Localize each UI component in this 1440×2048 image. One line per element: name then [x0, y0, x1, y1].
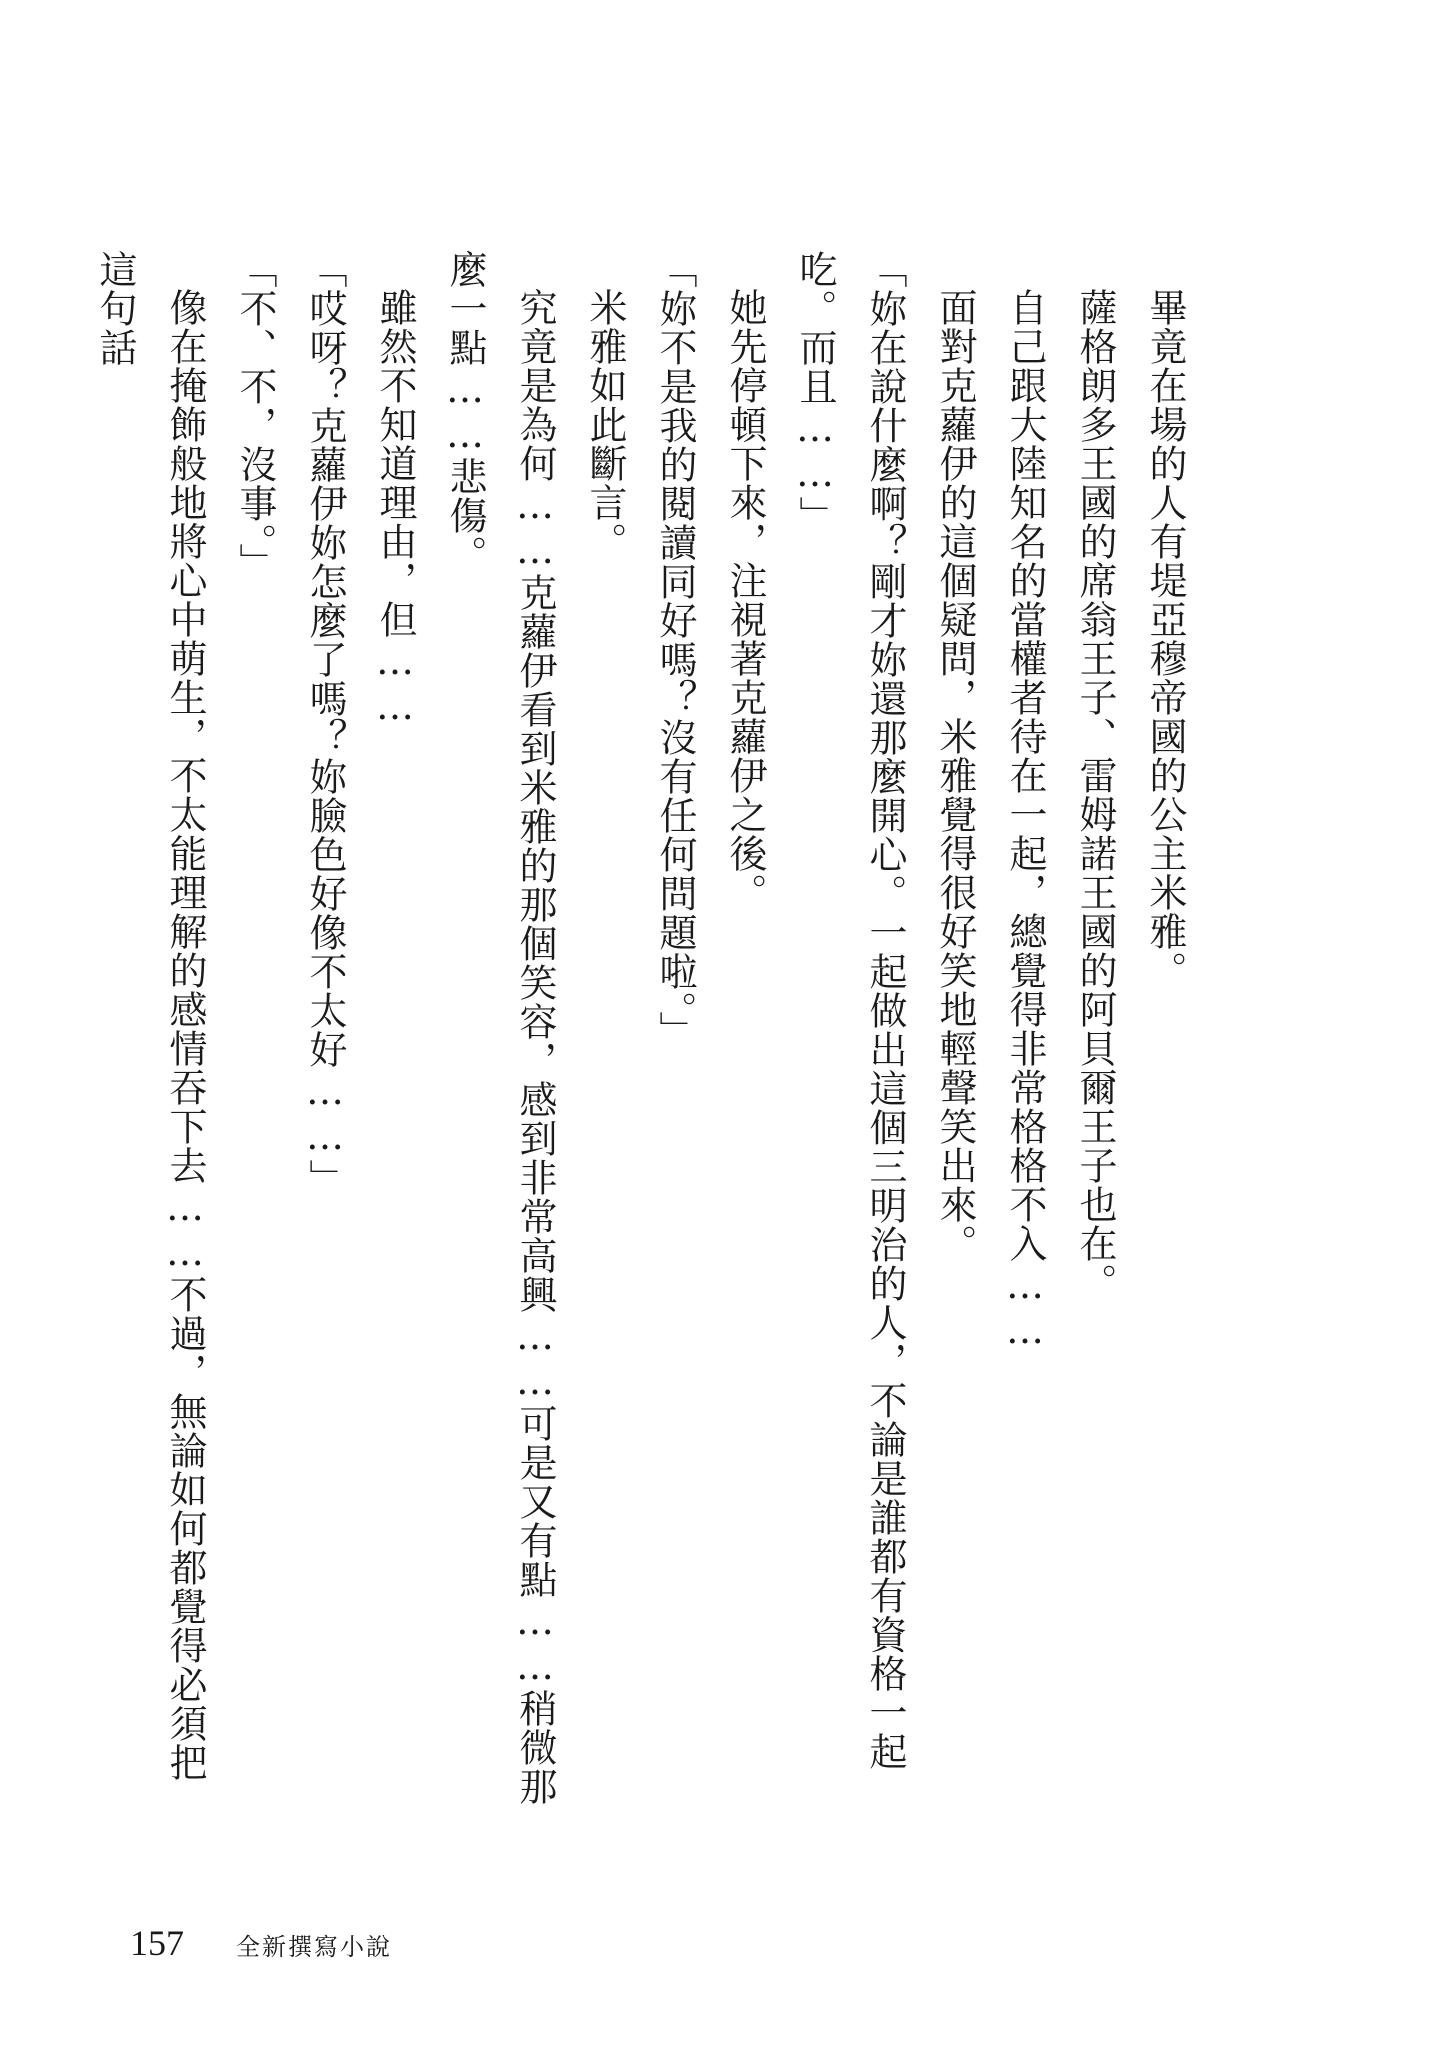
paragraph: 米雅如此斷言。: [583, 288, 627, 561]
dialogue-paragraph: 「妳不是我的閱讀同好嗎？沒有任何問題啦。」: [653, 250, 697, 1050]
running-title: 全新撰寫小說: [236, 1933, 392, 1961]
page-number: 157: [130, 1923, 184, 1963]
paragraph: 薩格朗多王國的席翁王子、雷姆諾王國的阿貝爾王子也在。: [1073, 288, 1117, 1302]
vertical-text-body: [93, 250, 1200, 1810]
paragraph: 畢竟在場的人有堤亞穆帝國的公主米雅。: [1143, 288, 1187, 990]
paragraph: 究竟是為何……克蘿伊看到米雅的那個笑容，感到非常高興……可是又有點……稍微那麼一點……悲傷。: [443, 250, 557, 1806]
paragraph: 雖然不知道理由，但……: [373, 288, 417, 729]
page-footer: [130, 1922, 392, 1964]
paragraph: 像在掩飾般地將心中萌生，不太能理解的感情吞下去……不過，無論如何都覺得必須把這句話: [93, 250, 207, 1782]
dialogue-paragraph: 「不、不，沒事。」: [233, 250, 277, 582]
paragraph: 面對克蘿伊的這個疑問，米雅覺得很好笑地輕聲笑出來。: [933, 288, 977, 1263]
dialogue-paragraph: 「妳在說什麼啊？剛才妳還那麼開心。一起做出這個三明治的人，不論是誰都有資格一起吃。而且……」: [793, 250, 907, 1771]
paragraph: 她先停頓下來，注視著克蘿伊之後。: [723, 288, 767, 912]
paragraph: 自己跟大陸知名的當權者待在一起，總覺得非常格格不入……: [1003, 288, 1047, 1353]
dialogue-paragraph: 「哎呀？克蘿伊妳怎麼了嗎？妳臉色好像不太好……」: [303, 250, 347, 1198]
